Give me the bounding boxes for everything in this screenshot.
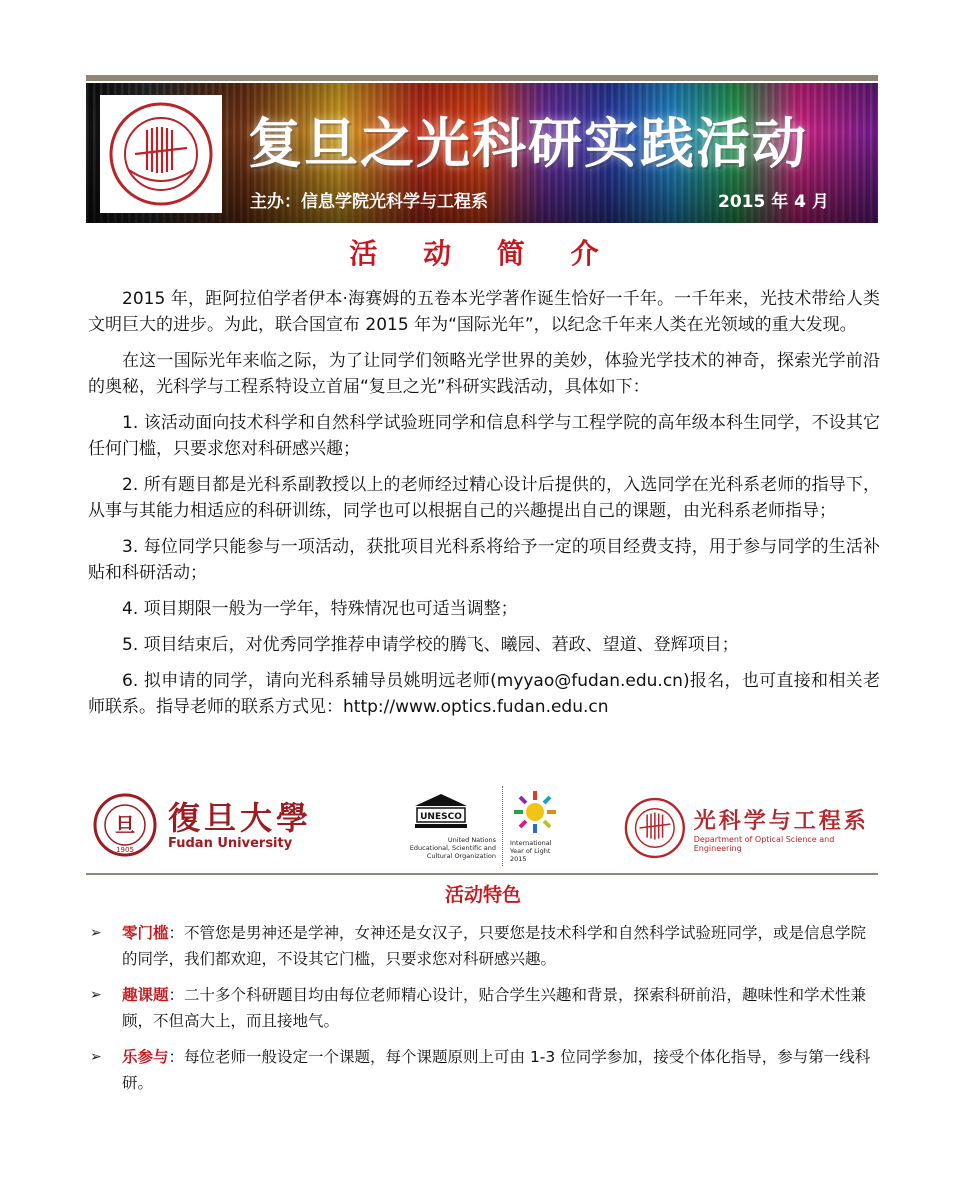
- header-banner: [86, 83, 878, 223]
- dept-wordmark: [694, 804, 878, 853]
- arrow-bullet-icon: ➢: [90, 925, 102, 941]
- dept-logo-box: [100, 95, 222, 213]
- banner-host: 主办：信息学院光科学与工程系: [250, 192, 488, 212]
- intro-list-item: 5. 项目结束后，对优秀同学推荐申请学校的腾飞、曦园、莙政、望道、登辉项目；: [122, 635, 739, 655]
- unesco-temple-icon: [411, 792, 471, 832]
- iyl-caption-line: International: [510, 839, 552, 847]
- unesco-caption-line: United Nations: [447, 836, 496, 844]
- dept-name-en: Department of Optical Science and Engineering: [693, 834, 835, 853]
- feature-item: [88, 920, 878, 972]
- banner-date: 2015 年 4 月: [718, 192, 829, 212]
- intro-list-item: 3. 每位同学只能参与一项活动，获批项目光科系将给予一定的项目经费支持，用于参与同学的生活补贴和科研活动；: [88, 537, 880, 583]
- dept-logo: [624, 796, 878, 860]
- feature-label: 零门槛: [122, 924, 169, 942]
- arrow-bullet-icon: ➢: [90, 1049, 102, 1065]
- features-title: 活动特色: [444, 884, 521, 906]
- fudan-name-cn: 復旦大學: [168, 798, 313, 837]
- unesco-caption-line: Educational, Scientific and: [409, 844, 496, 852]
- fudan-seal-icon: [92, 792, 158, 858]
- intro-paragraph: 在这一国际光年来临之际，为了让同学们领略光学世界的美妙，体验光学技术的神奇，探索光学前沿的奥秘，光科学与工程系特设立首届“复旦之光”科研实践活动，具体如下：: [88, 351, 880, 397]
- features-list: [88, 920, 878, 1106]
- banner-title: 复旦之光科研实践活动: [248, 112, 808, 175]
- feature-text: ：每位老师一般设定一个课题，每个课题原则上可由 1-3 位同学参加，接受个体化指导，参与第一线科研。: [122, 1048, 871, 1092]
- top-rule: [86, 75, 878, 81]
- feature-label: 乐参与: [122, 1048, 169, 1066]
- logo-divider: [502, 786, 504, 866]
- iyl-logo: [510, 789, 580, 863]
- feature-text: ：二十多个科研题目均由每位老师精心设计，贴合学生兴趣和背景，探索科研前沿，趣味性和学术性兼顾，不但高大上，而且接地气。: [122, 986, 867, 1030]
- dept-seal-icon: [624, 796, 686, 860]
- intro-list-item: 4. 项目期限一般为一学年，特殊情况也可适当调整；: [122, 599, 518, 619]
- fudan-name-en: Fudan University: [168, 835, 293, 851]
- fudan-seal-year: 1905: [116, 846, 134, 854]
- fudan-logo: [92, 792, 312, 858]
- iyl-caption: [510, 839, 580, 863]
- feature-text: ：不管您是男神还是学神，女神还是女汉子，只要您是技术科学和自然科学试验班同学，或是信息学院的同学，我们都欢迎，不设其它门槛，只要求您对科研感兴趣。: [122, 924, 867, 968]
- svg-text:旦: 旦: [115, 813, 135, 837]
- intro-list-item: 2. 所有题目都是光科系副教授以上的老师经过精心设计后提供的，入选同学在光科系老师的指导下，从事与其能力相适应的科研训练，同学也可以根据自己的兴趣提出自己的课题，由光科系老师指导；: [88, 475, 880, 521]
- fudan-wordmark: [168, 800, 312, 851]
- logos-row: [86, 782, 878, 868]
- iyl-sun-icon: [510, 789, 560, 835]
- feature-item: [88, 982, 878, 1034]
- intro-title: 活 动 简 介: [349, 237, 617, 270]
- unesco-caption: [386, 836, 496, 860]
- section-rule: [86, 873, 878, 875]
- unesco-caption-line: Cultural Organization: [426, 852, 496, 860]
- arrow-bullet-icon: ➢: [90, 987, 102, 1003]
- dept-seal-logo: [107, 100, 215, 208]
- intro-body: [88, 286, 880, 730]
- iyl-caption-line: Year of Light: [510, 847, 551, 855]
- intro-list-item: 6. 拟申请的同学，请向光科系辅导员姚明远老师(myyao@fudan.edu.cn)报名，也可直接和相关老师联系。指导老师的联系方式见：http://www.optics.fudan.edu.cn: [88, 671, 880, 717]
- intro-list-item: 1. 该活动面向技术科学和自然科学试验班同学和信息科学与工程学院的高年级本科生同学，不设其它任何门槛，只要求您对科研感兴趣；: [88, 413, 880, 459]
- unesco-word: UNESCO: [420, 812, 462, 822]
- feature-label: 趣课题: [122, 986, 169, 1004]
- unesco-logo: [386, 786, 580, 866]
- iyl-caption-line: 2015: [510, 855, 527, 863]
- feature-item: [88, 1044, 878, 1096]
- intro-paragraph: 2015 年，距阿拉伯学者伊本·海赛姆的五卷本光学著作诞生恰好一千年。一千年来，光技术带给人类文明巨大的进步。为此，联合国宣布 2015 年为“国际光年”，以纪念千年来人类在光领域的重大发现。: [88, 289, 880, 335]
- dept-name-cn: 光科学与工程系: [693, 807, 869, 834]
